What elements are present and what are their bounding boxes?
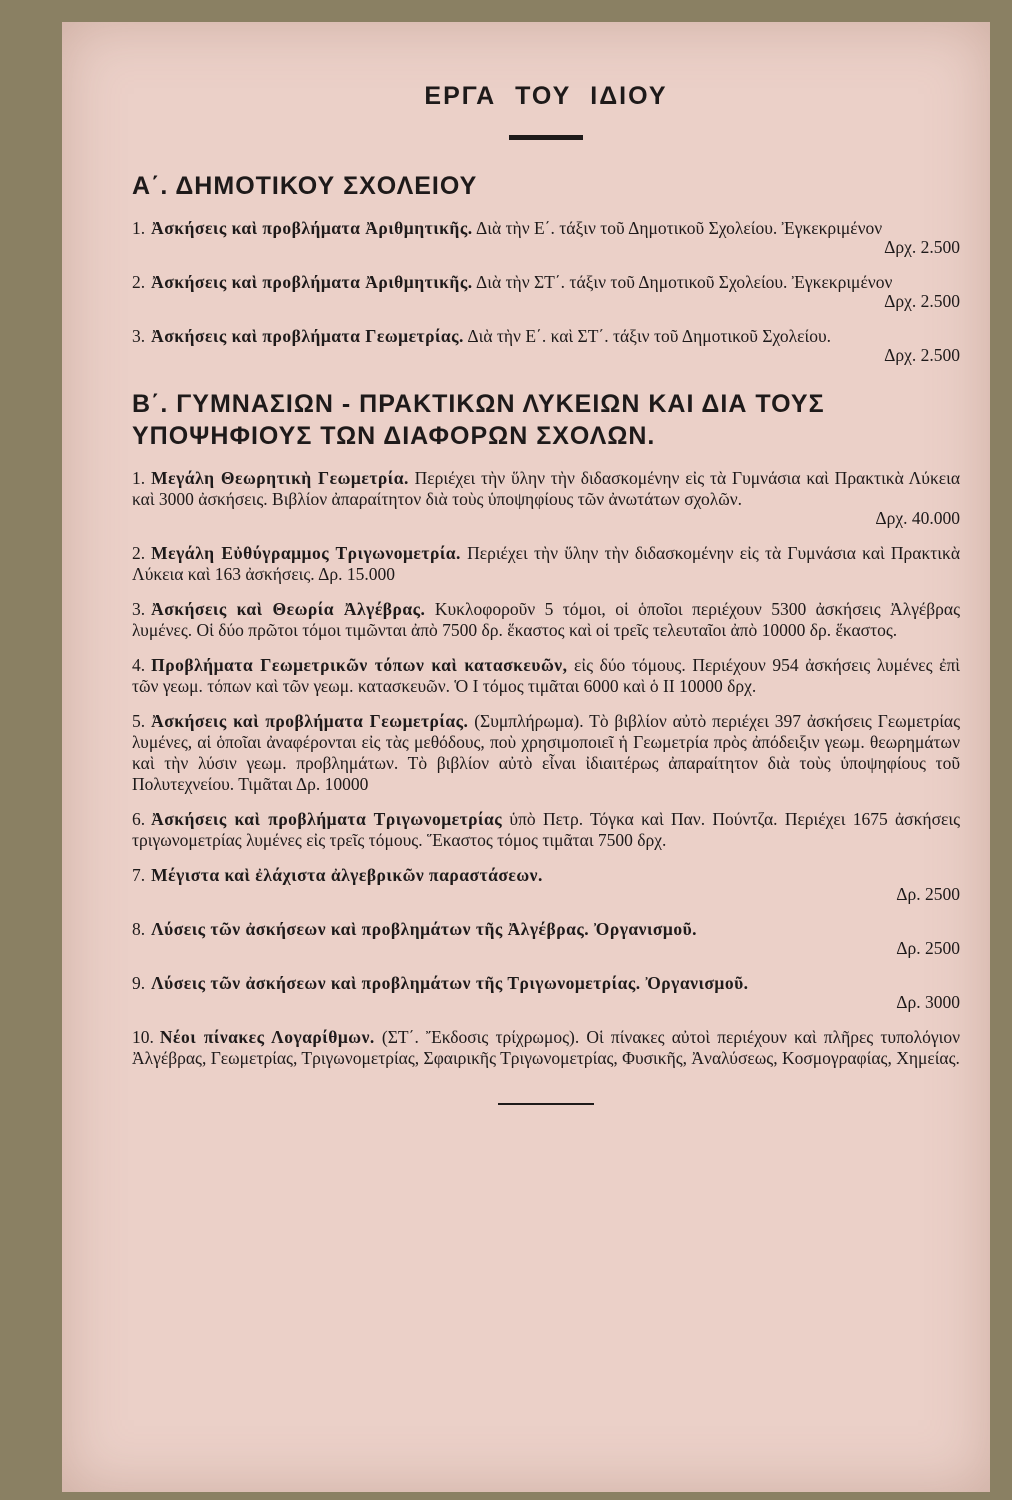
entry-description: εἰς δύο τόμους. Περιέχουν 954 ἀσκήσεις λυμένες ἐπὶ τῶν γεωμ. τόπων καὶ τῶν γεωμ. κατασκευῶν. Ὁ Ι τόμος τιμᾶται 6000 καὶ ὁ ΙΙ 10000 δρχ. xyxy=(132,655,961,696)
page-title: ΕΡΓΑ ΤΟΥ ΙΔΙΟΥ xyxy=(424,82,668,110)
section-heading-a: Α΄. ΔΗΜΟΤΙΚΟΥ ΣΧΟΛΕΙΟΥ xyxy=(132,172,478,200)
page-sheet xyxy=(62,22,990,1492)
entry-title: Λύσεις τῶν ἀσκήσεων καὶ προβλημάτων τῆς Τριγωνομετρίας. Ὀργανισμοῦ. xyxy=(151,973,749,993)
entry-title: Ἀσκήσεις καὶ προβλήματα Ἀριθμητικῆς. xyxy=(151,218,473,238)
entry-price: Δρχ. 2.500 xyxy=(884,345,960,365)
entry-number: 1. xyxy=(132,468,146,488)
entry-number: 5. xyxy=(132,711,146,731)
entry-title: Ἀσκήσεις καὶ προβλήματα Γεωμετρίας. xyxy=(151,326,464,346)
section-a-list xyxy=(132,218,960,366)
entry-description: Περιέχει τὴν ὕλην τὴν διδασκομένην εἰς τὰ Γυμνάσια καὶ Πρακτικὰ Λύκεια καὶ 3000 ἀσκήσεις. Βιβλίον ἀπαραίτητον διὰ τοὺς ὑποψηφίους τῶν ἀνωτάτων σχολῶν. xyxy=(132,468,961,509)
entry-title: Ἀσκήσεις καὶ προβλήματα Τριγωνομετρίας xyxy=(151,809,503,829)
entry-description: Διὰ τὴν Ε΄. καὶ ΣΤ΄. τάξιν τοῦ Δημοτικοῦ Σχολείου. xyxy=(467,326,831,346)
book-entry xyxy=(132,1027,960,1069)
entry-title: Μεγάλη Θεωρητικὴ Γεωμετρία. xyxy=(151,468,409,488)
entry-price: Δρ. 2500 xyxy=(896,884,960,904)
book-entry xyxy=(132,543,960,585)
entry-title: Προβλήματα Γεωμετρικῶν τόπων καὶ κατασκευῶν, xyxy=(151,655,568,675)
book-entry xyxy=(132,326,960,366)
entry-number: 9. xyxy=(132,973,146,993)
entry-description: Περιέχει τὴν ὕλην τὴν διδασκομένην εἰς τὰ Γυμνάσια καὶ Πρακτικὰ Λύκεια καὶ 163 ἀσκήσεις. Δρ. 15.000 xyxy=(132,543,961,584)
entry-number: 6. xyxy=(132,809,146,829)
entry-number: 10. xyxy=(132,1027,154,1047)
section-b-list xyxy=(132,468,960,1069)
entry-price: Δρ. 2500 xyxy=(896,938,960,958)
book-entry xyxy=(132,655,960,697)
book-entry xyxy=(132,272,960,312)
entry-title: Μεγάλη Εὐθύγραμμος Τριγωνομετρία. xyxy=(151,543,461,563)
entry-number: 4. xyxy=(132,655,146,675)
entry-title: Νέοι πίνακες Λογαρίθμων. xyxy=(159,1027,375,1047)
entry-number: 2. xyxy=(132,543,146,563)
entry-number: 3. xyxy=(132,326,146,346)
title-divider xyxy=(509,135,583,140)
entry-description: Διὰ τὴν Ε΄. τάξιν τοῦ Δημοτικοῦ Σχολείου. Ἐγκεκριμένον xyxy=(476,218,883,238)
book-entry xyxy=(132,218,960,258)
book-entry xyxy=(132,865,960,905)
entry-title: Ἀσκήσεις καὶ προβλήματα Ἀριθμητικῆς. xyxy=(151,272,473,292)
entry-number: 3. xyxy=(132,599,146,619)
entry-title: Λύσεις τῶν ἀσκήσεων καὶ προβλημάτων τῆς Ἀλγέβρας. Ὀργανισμοῦ. xyxy=(151,919,698,939)
entry-number: 1. xyxy=(132,218,146,238)
entry-description: ὑπὸ Πετρ. Τόγκα καὶ Παν. Πούντζα. Περιέχει 1675 ἀσκήσεις τριγωνομετρίας λυμένες εἰς τρεῖς τόμους. Ἕκαστος τόμος τιμᾶται 7500 δρχ. xyxy=(132,809,960,850)
section-heading-b: Β΄. ΓΥΜΝΑΣΙΩΝ - ΠΡΑΚΤΙΚΩΝ ΛΥΚΕΙΩΝ ΚΑΙ ΔΙΑ ΤΟΥΣ ΥΠΟΨΗΦΙΟΥΣ ΤΩΝ ΔΙΑΦΟΡΩΝ ΣΧΟΛΩΝ. xyxy=(132,390,825,450)
book-entry xyxy=(132,973,960,1013)
entry-title: Ἀσκήσεις καὶ Θεωρία Ἀλγέβρας. xyxy=(151,599,426,619)
entry-title: Ἀσκήσεις καὶ προβλήματα Γεωμετρίας. xyxy=(151,711,469,731)
book-entry xyxy=(132,599,960,641)
entry-price: Δρ. 3000 xyxy=(896,992,960,1012)
entry-price: Δρχ. 2.500 xyxy=(884,237,960,257)
entry-description: Διὰ τὴν ΣΤ΄. τάξιν τοῦ Δημοτικοῦ Σχολείου. Ἐγκεκριμένον xyxy=(476,272,893,292)
entry-title: Μέγιστα καὶ ἐλάχιστα ἀλγεβρικῶν παραστάσεων. xyxy=(151,865,543,885)
book-entry xyxy=(132,809,960,851)
entry-price: Δρχ. 2.500 xyxy=(884,291,960,311)
book-entry xyxy=(132,468,960,529)
entry-number: 7. xyxy=(132,865,146,885)
bottom-divider xyxy=(498,1103,594,1105)
book-entry xyxy=(132,919,960,959)
entry-number: 8. xyxy=(132,919,146,939)
entry-price: Δρχ. 40.000 xyxy=(875,508,960,528)
entry-description: Κυκλοφοροῦν 5 τόμοι, οἱ ὁποῖοι περιέχουν 5300 ἀσκήσεις Ἀλγέβρας λυμένες. Οἱ δύο πρῶτοι τόμοι τιμῶνται ἀπὸ 7500 δρ. ἕκαστος καὶ οἱ τρεῖς τελευταῖοι ἀπὸ 10000 δρ. ἕκαστος. xyxy=(132,599,961,640)
entry-number: 2. xyxy=(132,272,146,292)
page-content xyxy=(132,82,960,1105)
book-entry xyxy=(132,711,960,795)
entry-description: (Συμπλήρωμα). Τὸ βιβλίον αὐτὸ περιέχει 397 ἀσκήσεις Γεωμετρίας λυμένες, αἱ ὁποῖαι ἀναφέρονται εἰς τὰς μεθόδους, ποὺ χρησιμοποιεῖ ἡ Γεωμετρία πρὸς ἀπόδειξιν γεωμ. θεωρημάτων καὶ τὴν λύσιν γεωμ. προβλημάτων. Τὸ βιβλίον αὐτὸ εἶναι ἰδιαιτέρως ἀπαραίτητον διὰ τοὺς ὑποψηφίους τοῦ Πολυτεχνείου. Τιμᾶται Δρ. 10000 xyxy=(132,711,960,794)
entry-description: (ΣΤ΄. Ἔκδοσις τρίχρωμος). Οἱ πίνακες αὐτοὶ περιέχουν καὶ πλῆρες τυπολόγιον Ἀλγέβρας, Γεωμετρίας, Τριγωνομετρίας, Σφαιρικῆς Τριγωνομετρίας, Φυσικῆς, Ἀναλύσεως, Κοσμογραφίας, Χημείας. xyxy=(132,1027,961,1068)
